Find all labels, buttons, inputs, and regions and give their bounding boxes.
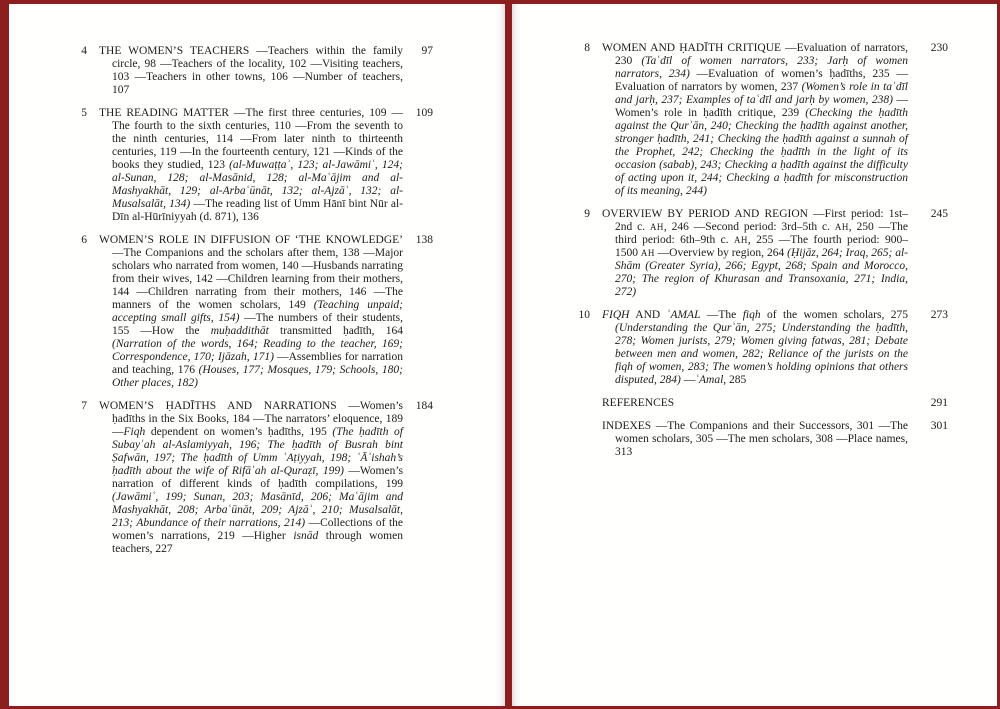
toc-text-smallcaps: AH: [734, 235, 748, 245]
toc-text: , 255 —The fourth period: 900–1500: [615, 234, 908, 259]
toc-text: —The reading list of Umm Hānī bint Nūr al-Dīn al-Hūrīniyyah (d. 871), 136: [112, 198, 403, 223]
toc-text-italic: (Taʿdīl of women narrators, 233; Jarḥ of women narrators, 234): [615, 55, 909, 80]
toc-entry: [72, 107, 433, 224]
toc-text-italic: fiqh: [742, 309, 761, 321]
toc-text: —The Companions and their Successors, 301 —The women scholars, 305 —The men scholars, 308 —Place names, 313: [615, 420, 908, 458]
toc-text: —Women’s ḥadīths in the Six Books, 184 —The narrators’ eloquence, 189 —: [112, 400, 403, 438]
toc-text: —The first three centuries, 109 —The fourth to the sixth centuries, 110 —From the seventh to the ninth centuries, 114 —From later ninth to thirteenth centuries, 119 —In the fourteenth century, 121 —Kinds of the books they studied, 123: [112, 107, 403, 171]
toc-text: —The numbers of their students, 155 —How the: [112, 312, 403, 337]
toc-text: transmitted ḥadīth, 164: [268, 325, 403, 337]
toc-text-italic: muḥaddithāt: [210, 325, 269, 337]
book-page-left: [9, 4, 505, 706]
toc-text: —Women’s narration of different kinds of ḥadīth compilations, 199: [112, 465, 403, 490]
toc-text-italic: (The ḥadīth of Subayʿah al-Aslamiyyah, 196; The ḥadīth of Busrah bint Ṣafwān, 197; The ḥadīth of Umm ʿAṭiyyah, 198; ʿĀʾishah’s ḥadīth about the wife of Rifāʿah al-Quraẓī, 199): [112, 426, 403, 477]
toc-text: , 285: [723, 374, 747, 386]
toc-entry: [72, 45, 433, 97]
toc-text: WOMEN’S ROLE IN DIFFUSION OF ‘THE KNOWLEDGE’: [99, 234, 403, 246]
toc-text: —Evaluation of women’s ḥadīths, 235 —Evaluation of narrators by women, 237: [615, 68, 908, 93]
toc-entry-page-number: 291: [930, 397, 948, 409]
toc-text: THE WOMEN’S TEACHERS: [99, 45, 257, 57]
toc-text: OVERVIEW BY PERIOD AND REGION: [602, 208, 814, 220]
toc-text-italic: (Women’s role in taʿdīl and jarḥ, 237; Examples of taʿdīl and jarḥ by women, 238): [615, 81, 909, 106]
toc-entry: [72, 234, 433, 390]
toc-text: WOMEN’S ḤADĪTHS AND NARRATIONS: [99, 400, 349, 412]
toc-entry-text: [602, 309, 908, 387]
toc-entry: [577, 309, 948, 387]
toc-text: —Overview by region, 264: [654, 247, 788, 259]
toc-text: dependent on women’s ḥadīths, 195: [145, 426, 333, 438]
toc-text-smallcaps: AH: [834, 222, 849, 232]
toc-entry-number: 7: [81, 400, 87, 412]
toc-text-italic: ʿAMAL: [666, 309, 701, 321]
toc-text-italic: (al-Muwaṭṭaʾ, 123; al-Jawāmiʿ, 124; al-Sunan, 128; al-Masānid, 128; al-Maʿājim and al-Mashyakhāt, 129; al-Arbaʿūnāt, 132; al-Ajzāʾ, 132; al-Musalsalāt, 134): [112, 159, 403, 210]
toc-entry-text: [99, 45, 403, 97]
toc-entry-number: 5: [81, 107, 87, 119]
toc-text: of the women scholars, 275: [760, 309, 909, 321]
toc-text-italic: (Teaching unpaid; accepting small gifts, 154): [112, 299, 403, 324]
toc-text: —The Companions and the scholars after them, 138 —Major scholars who narrated from women, 140 —Husbands narrating from their wives, 142 —Children learning from their mothers, 144 —Children narrating from their mothers, 146 —The manners of the women scholars, 149: [112, 247, 403, 311]
toc-text: —Women’s role in ḥadīth critique, 239: [615, 94, 908, 119]
toc-entry-page-number: 138: [415, 234, 433, 246]
toc-entry-number: 6: [81, 234, 87, 246]
toc-entry-number: 9: [584, 208, 590, 220]
toc-text-italic: (Houses, 177; Mosques, 179; Schools, 180; Other places, 182): [112, 364, 403, 389]
toc-text-italic: (Narration of the words, 164; Reading to the teacher, 169; Correspondence, 170; Ijāzah, 171): [112, 338, 403, 363]
toc-entry: [577, 420, 948, 459]
toc-text: —First period: 1st–2nd c.: [615, 208, 908, 233]
toc-entry-page-number: 245: [930, 208, 948, 220]
toc-entry-page-number: 109: [415, 107, 433, 119]
toc-text: —Collections of the women’s narrations, 219 —Higher: [112, 517, 403, 542]
toc-text-italic: (Understanding the Qurʾān, 275; Understanding the ḥadīth, 278; Women jurists, 279; Women giving fatwas, 281; Debate between men and women, 282; Reliance of the jurists on the fiqh of women, 283; The women’s holding opinions that others disputed, 284): [615, 322, 908, 386]
toc-text: THE READING MATTER: [99, 107, 235, 119]
toc-text-smallcaps: AH: [640, 248, 655, 258]
toc-text: , 246 —Second period: 3rd–5th c.: [663, 221, 835, 233]
toc-text-italic: (Ḥijāz, 264; Iraq, 265; al-Shām (Greater Syria), 266; Egypt, 268; Spain and Morocco, 270; The region of Khurasan and Transoxania, 271; India, 272): [615, 247, 908, 298]
toc-text: AND: [629, 309, 667, 321]
toc-entry-page-number: 273: [930, 309, 948, 321]
book-page-right: [512, 4, 997, 706]
toc-entry: [577, 42, 948, 198]
toc-text: —The: [700, 309, 743, 321]
toc-entry-text: [99, 234, 403, 390]
toc-entry-page-number: 184: [415, 400, 433, 412]
toc-entry-text: [99, 107, 403, 224]
toc-entry-text: [99, 400, 403, 556]
toc-text: through women teachers, 227: [112, 530, 403, 555]
toc-text-italic: ʿAmal: [695, 374, 724, 386]
toc-text: —Evaluation of narrators, 230: [615, 42, 909, 67]
toc-entry: [577, 397, 948, 410]
toc-text-italic: FIQH: [602, 309, 630, 321]
toc-entry-text: [602, 208, 908, 299]
toc-text: , 250 —The third period: 6th–9th c.: [615, 221, 909, 246]
toc-text-smallcaps: AH: [650, 222, 664, 232]
toc-entry: [72, 400, 433, 556]
toc-entry-page-number: 230: [930, 42, 948, 54]
toc-text: INDEXES: [602, 420, 656, 432]
toc-entry-text: [602, 420, 908, 459]
toc-entry-number: 8: [584, 42, 590, 54]
toc-text-italic: (Checking the ḥadīth against the Qurʾān, 240; Checking the ḥadīth against another, stronger ḥadīth, 241; Checking the ḥadīth against a sunnah of the Prophet, 242; Checking the ḥadīth in the light of its occasion (sabab), 243; Checking a ḥadīth against the difficulty of acting upon it, 244; Checking a ḥadīth for misconstruction of its meaning, 244): [615, 107, 908, 197]
toc-text-italic: (Jawāmiʿ, 199; Sunan, 203; Masānīd, 206; Maʿājim and Mashyakhāt, 208; Arbaʿūnāt, 209; Ajzāʾ, 210; Musalsalāt, 213; Abundance of their narrations, 214): [112, 491, 403, 529]
toc-text: WOMEN AND ḤADĪTH CRITIQUE: [602, 42, 786, 54]
toc-entry-text: [602, 397, 908, 410]
toc-text: —Assemblies for narration and teaching, 176: [112, 351, 403, 376]
toc-entry-page-number: 97: [421, 45, 433, 57]
toc-text-italic: Fiqh: [123, 426, 146, 438]
toc-entry: [577, 208, 948, 299]
toc-entry-page-number: 301: [930, 420, 948, 432]
toc-entry-number: 4: [81, 45, 87, 57]
toc-entry-text: [602, 42, 908, 198]
toc-text-italic: isnād: [293, 530, 319, 542]
toc-text: —: [683, 374, 696, 386]
toc-text: —Teachers within the family circle, 98 —Teachers of the locality, 102 —Visiting teachers, 103 —Teachers in other towns, 106 —Number of teachers, 107: [112, 45, 403, 96]
toc-text: REFERENCES: [602, 397, 675, 409]
toc-entry-number: 10: [578, 309, 590, 321]
